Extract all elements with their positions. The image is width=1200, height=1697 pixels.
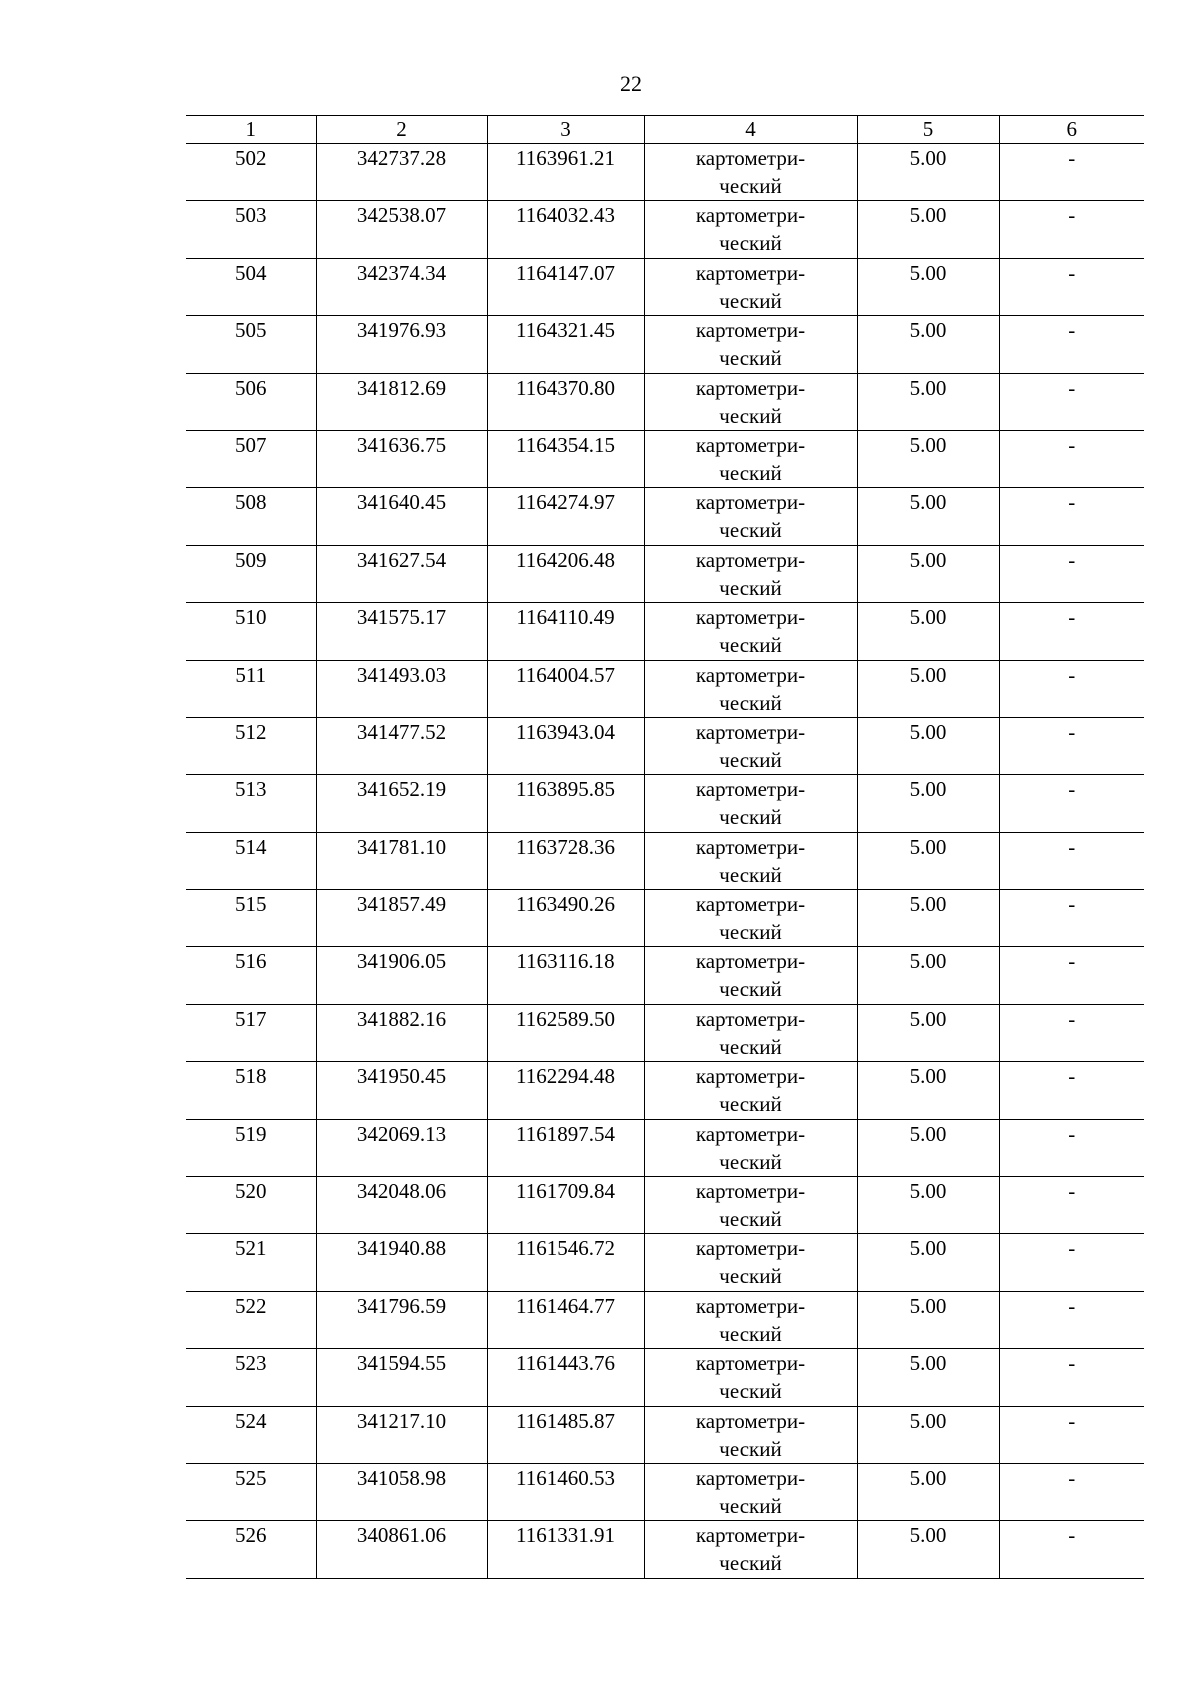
point-number-cell: 508: [186, 488, 316, 545]
table-row: [186, 545, 1144, 602]
accuracy-cell: 5.00: [857, 545, 999, 602]
point-number-cell: 514: [186, 832, 316, 889]
x-coordinate-cell: 342069.13: [316, 1119, 487, 1176]
point-number-cell: 520: [186, 1177, 316, 1234]
y-coordinate-cell: 1163728.36: [487, 832, 644, 889]
y-coordinate-cell: 1161464.77: [487, 1291, 644, 1348]
y-coordinate-cell: 1163895.85: [487, 775, 644, 832]
point-number-cell: 512: [186, 717, 316, 774]
accuracy-cell: 5.00: [857, 1119, 999, 1176]
method-text-line-1: картометри-: [695, 834, 806, 859]
table-row: [186, 1349, 1144, 1406]
method-text-line-1: картометри-: [695, 719, 806, 744]
method-text-line-2: ческий: [719, 1379, 782, 1404]
description-cell: -: [999, 832, 1144, 889]
x-coordinate-cell: 341493.03: [316, 660, 487, 717]
table-row: [186, 1234, 1144, 1291]
x-coordinate-cell: 341796.59: [316, 1291, 487, 1348]
point-number-cell: 504: [186, 258, 316, 315]
description-cell: -: [999, 717, 1144, 774]
method-cell: [644, 430, 857, 487]
y-coordinate-cell: 1161331.91: [487, 1521, 644, 1578]
y-coordinate-cell: 1164274.97: [487, 488, 644, 545]
table-row: [186, 1119, 1144, 1176]
accuracy-cell: 5.00: [857, 832, 999, 889]
method-cell: [644, 1004, 857, 1061]
description-cell: -: [999, 1119, 1144, 1176]
point-number-cell: 506: [186, 373, 316, 430]
method-text-line-1: картометри-: [695, 1006, 806, 1031]
accuracy-cell: 5.00: [857, 316, 999, 373]
accuracy-cell: 5.00: [857, 1177, 999, 1234]
method-cell: [644, 1521, 857, 1578]
description-cell: -: [999, 1004, 1144, 1061]
accuracy-cell: 5.00: [857, 1062, 999, 1119]
description-cell: -: [999, 1177, 1144, 1234]
method-text-line-1: картометри-: [695, 1179, 806, 1204]
point-number-cell: 515: [186, 890, 316, 947]
table-row: [186, 1406, 1144, 1463]
column-header-3: 3: [487, 116, 644, 144]
y-coordinate-cell: 1164032.43: [487, 201, 644, 258]
x-coordinate-cell: 341940.88: [316, 1234, 487, 1291]
accuracy-cell: 5.00: [857, 603, 999, 660]
accuracy-cell: 5.00: [857, 1349, 999, 1406]
method-text-line-1: картометри-: [695, 1236, 806, 1261]
x-coordinate-cell: 341906.05: [316, 947, 487, 1004]
table-row: [186, 1521, 1144, 1578]
description-cell: -: [999, 947, 1144, 1004]
point-number-cell: 516: [186, 947, 316, 1004]
table-row: [186, 258, 1144, 315]
table-row: [186, 144, 1144, 201]
table-row: [186, 373, 1144, 430]
x-coordinate-cell: 341857.49: [316, 890, 487, 947]
y-coordinate-cell: 1164354.15: [487, 430, 644, 487]
y-coordinate-cell: 1161485.87: [487, 1406, 644, 1463]
x-coordinate-cell: 341575.17: [316, 603, 487, 660]
y-coordinate-cell: 1162294.48: [487, 1062, 644, 1119]
accuracy-cell: 5.00: [857, 660, 999, 717]
x-coordinate-cell: 341627.54: [316, 545, 487, 602]
accuracy-cell: 5.00: [857, 775, 999, 832]
column-header-1: 1: [186, 116, 316, 144]
method-cell: [644, 1406, 857, 1463]
method-text-line-2: ческий: [719, 174, 782, 198]
accuracy-cell: 5.00: [857, 1521, 999, 1578]
y-coordinate-cell: 1163961.21: [487, 144, 644, 201]
y-coordinate-cell: 1161443.76: [487, 1349, 644, 1406]
y-coordinate-cell: 1161460.53: [487, 1463, 644, 1520]
method-text-line-1: картометри-: [695, 1351, 806, 1376]
x-coordinate-cell: 341058.98: [316, 1463, 487, 1520]
method-cell: [644, 1463, 857, 1520]
method-cell: [644, 373, 857, 430]
method-text-line-2: ческий: [719, 1551, 782, 1576]
y-coordinate-cell: 1164321.45: [487, 316, 644, 373]
description-cell: -: [999, 660, 1144, 717]
method-cell: [644, 832, 857, 889]
x-coordinate-cell: 341652.19: [316, 775, 487, 832]
y-coordinate-cell: 1164370.80: [487, 373, 644, 430]
column-header-4: 4: [644, 116, 857, 144]
method-text-line-1: картометри-: [695, 892, 806, 917]
method-text-line-1: картометри-: [695, 490, 806, 515]
description-cell: -: [999, 890, 1144, 947]
point-number-cell: 525: [186, 1463, 316, 1520]
method-text-line-1: картометри-: [695, 260, 806, 285]
accuracy-cell: 5.00: [857, 258, 999, 315]
column-header-5: 5: [857, 116, 999, 144]
accuracy-cell: 5.00: [857, 1406, 999, 1463]
description-cell: -: [999, 258, 1144, 315]
point-number-cell: 523: [186, 1349, 316, 1406]
method-cell: [644, 545, 857, 602]
method-text-line-2: ческий: [719, 747, 782, 772]
method-text-line-1: картометри-: [695, 1121, 806, 1146]
x-coordinate-cell: 341882.16: [316, 1004, 487, 1061]
accuracy-cell: 5.00: [857, 1291, 999, 1348]
method-text-line-1: картометри-: [695, 1408, 806, 1433]
point-number-cell: 505: [186, 316, 316, 373]
method-text-line-2: ческий: [719, 1321, 782, 1346]
accuracy-cell: 5.00: [857, 947, 999, 1004]
y-coordinate-cell: 1164004.57: [487, 660, 644, 717]
accuracy-cell: 5.00: [857, 1004, 999, 1061]
method-cell: [644, 947, 857, 1004]
y-coordinate-cell: 1163943.04: [487, 717, 644, 774]
description-cell: -: [999, 775, 1144, 832]
x-coordinate-cell: 341812.69: [316, 373, 487, 430]
table-row: [186, 775, 1144, 832]
method-text-line-2: ческий: [719, 920, 782, 945]
method-cell: [644, 890, 857, 947]
method-text-line-2: ческий: [719, 346, 782, 371]
method-cell: [644, 1177, 857, 1234]
method-cell: [644, 201, 857, 258]
accuracy-cell: 5.00: [857, 1463, 999, 1520]
table-row: [186, 1004, 1144, 1061]
method-cell: [644, 660, 857, 717]
accuracy-cell: 5.00: [857, 890, 999, 947]
point-number-cell: 509: [186, 545, 316, 602]
method-text-line-1: картометри-: [695, 1293, 806, 1318]
method-text-line-1: картометри-: [695, 203, 806, 228]
point-number-cell: 503: [186, 201, 316, 258]
x-coordinate-cell: 341477.52: [316, 717, 487, 774]
x-coordinate-cell: 341217.10: [316, 1406, 487, 1463]
point-number-cell: 502: [186, 144, 316, 201]
method-cell: [644, 717, 857, 774]
method-cell: [644, 1062, 857, 1119]
x-coordinate-cell: 341640.45: [316, 488, 487, 545]
method-text-line-2: ческий: [719, 805, 782, 830]
method-text-line-1: картометри-: [695, 1523, 806, 1548]
table-row: [186, 1291, 1144, 1348]
description-cell: -: [999, 144, 1144, 201]
method-text-line-1: картометри-: [695, 146, 806, 170]
description-cell: -: [999, 1406, 1144, 1463]
y-coordinate-cell: 1164110.49: [487, 603, 644, 660]
method-text-line-2: ческий: [719, 403, 782, 428]
description-cell: -: [999, 1234, 1144, 1291]
accuracy-cell: 5.00: [857, 717, 999, 774]
x-coordinate-cell: 342538.07: [316, 201, 487, 258]
x-coordinate-cell: 340861.06: [316, 1521, 487, 1578]
y-coordinate-cell: 1161546.72: [487, 1234, 644, 1291]
table-row: [186, 316, 1144, 373]
description-cell: -: [999, 603, 1144, 660]
point-number-cell: 510: [186, 603, 316, 660]
method-cell: [644, 1119, 857, 1176]
method-text-line-2: ческий: [719, 1149, 782, 1174]
method-cell: [644, 603, 857, 660]
description-cell: -: [999, 488, 1144, 545]
method-text-line-1: картометри-: [695, 432, 806, 457]
method-cell: [644, 488, 857, 545]
point-number-cell: 521: [186, 1234, 316, 1291]
table-row: [186, 1062, 1144, 1119]
x-coordinate-cell: 341976.93: [316, 316, 487, 373]
method-cell: [644, 1234, 857, 1291]
accuracy-cell: 5.00: [857, 373, 999, 430]
y-coordinate-cell: 1164147.07: [487, 258, 644, 315]
table-row: [186, 1463, 1144, 1520]
method-text-line-2: ческий: [719, 1436, 782, 1461]
method-text-line-2: ческий: [719, 862, 782, 887]
description-cell: -: [999, 316, 1144, 373]
table-row: [186, 660, 1144, 717]
method-cell: [644, 258, 857, 315]
accuracy-cell: 5.00: [857, 201, 999, 258]
table-body: [186, 144, 1144, 1579]
table-row: [186, 717, 1144, 774]
description-cell: -: [999, 1062, 1144, 1119]
table-row: [186, 832, 1144, 889]
accuracy-cell: 5.00: [857, 430, 999, 487]
description-cell: -: [999, 1291, 1144, 1348]
column-header-2: 2: [316, 116, 487, 144]
point-number-cell: 513: [186, 775, 316, 832]
table-row: [186, 947, 1144, 1004]
table-header-row: [186, 116, 1144, 144]
point-number-cell: 517: [186, 1004, 316, 1061]
method-text-line-2: ческий: [719, 1493, 782, 1518]
coordinates-table: [186, 115, 1144, 1579]
method-text-line-2: ческий: [719, 460, 782, 485]
method-text-line-2: ческий: [719, 518, 782, 543]
description-cell: -: [999, 1463, 1144, 1520]
method-text-line-2: ческий: [719, 690, 782, 715]
y-coordinate-cell: 1163490.26: [487, 890, 644, 947]
table-row: [186, 603, 1144, 660]
method-text-line-1: картометри-: [695, 1064, 806, 1089]
point-number-cell: 518: [186, 1062, 316, 1119]
method-text-line-2: ческий: [719, 288, 782, 313]
method-text-line-2: ческий: [719, 1207, 782, 1232]
method-text-line-2: ческий: [719, 575, 782, 600]
y-coordinate-cell: 1163116.18: [487, 947, 644, 1004]
x-coordinate-cell: 342048.06: [316, 1177, 487, 1234]
description-cell: -: [999, 1349, 1144, 1406]
table-row: [186, 201, 1144, 258]
table-row: [186, 430, 1144, 487]
point-number-cell: 524: [186, 1406, 316, 1463]
method-text-line-1: картометри-: [695, 1465, 806, 1490]
method-text-line-2: ческий: [719, 1034, 782, 1059]
point-number-cell: 507: [186, 430, 316, 487]
method-text-line-1: картометри-: [695, 949, 806, 974]
method-text-line-1: картометри-: [695, 547, 806, 572]
x-coordinate-cell: 341636.75: [316, 430, 487, 487]
method-text-line-2: ческий: [719, 1264, 782, 1289]
column-header-6: 6: [999, 116, 1144, 144]
description-cell: -: [999, 1521, 1144, 1578]
x-coordinate-cell: 341950.45: [316, 1062, 487, 1119]
table-row: [186, 890, 1144, 947]
accuracy-cell: 5.00: [857, 488, 999, 545]
x-coordinate-cell: 342374.34: [316, 258, 487, 315]
y-coordinate-cell: 1161897.54: [487, 1119, 644, 1176]
method-text-line-1: картометри-: [695, 318, 806, 343]
accuracy-cell: 5.00: [857, 1234, 999, 1291]
description-cell: -: [999, 430, 1144, 487]
table-row: [186, 1177, 1144, 1234]
point-number-cell: 511: [186, 660, 316, 717]
method-cell: [644, 316, 857, 373]
y-coordinate-cell: 1164206.48: [487, 545, 644, 602]
method-text-line-2: ческий: [719, 1092, 782, 1117]
description-cell: -: [999, 373, 1144, 430]
method-text-line-2: ческий: [719, 977, 782, 1002]
x-coordinate-cell: 341781.10: [316, 832, 487, 889]
point-number-cell: 522: [186, 1291, 316, 1348]
method-text-line-1: картометри-: [695, 605, 806, 630]
y-coordinate-cell: 1161709.84: [487, 1177, 644, 1234]
description-cell: -: [999, 545, 1144, 602]
point-number-cell: 526: [186, 1521, 316, 1578]
y-coordinate-cell: 1162589.50: [487, 1004, 644, 1061]
method-cell: [644, 775, 857, 832]
accuracy-cell: 5.00: [857, 144, 999, 201]
method-text-line-1: картометри-: [695, 662, 806, 687]
table-row: [186, 488, 1144, 545]
method-cell: [644, 144, 857, 201]
method-text-line-1: картометри-: [695, 777, 806, 802]
method-text-line-2: ческий: [719, 633, 782, 658]
method-text-line-1: картометри-: [695, 375, 806, 400]
point-number-cell: 519: [186, 1119, 316, 1176]
method-cell: [644, 1349, 857, 1406]
description-cell: -: [999, 201, 1144, 258]
page-number: 22: [620, 71, 642, 96]
method-text-line-2: ческий: [719, 231, 782, 256]
x-coordinate-cell: 342737.28: [316, 144, 487, 201]
x-coordinate-cell: 341594.55: [316, 1349, 487, 1406]
method-cell: [644, 1291, 857, 1348]
